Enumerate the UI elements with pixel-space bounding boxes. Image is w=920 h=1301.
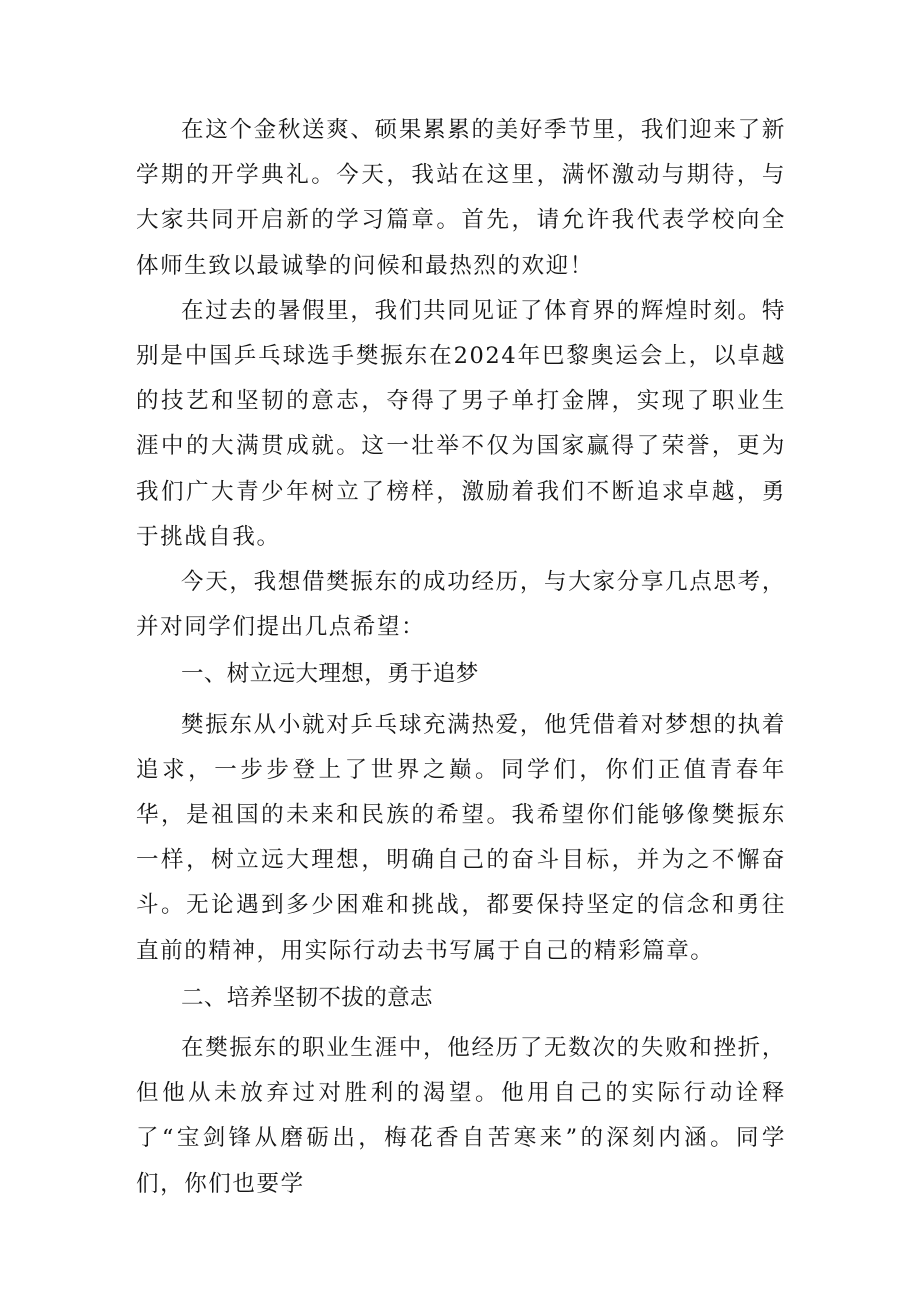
paragraph-opening: 在这个金秋送爽、硕果累累的美好季节里，我们迎来了新学期的开学典礼。今天，我站在这里，满怀激动与期待，与大家共同开启新的学习篇章。首先，请允许我代表学校向全体师生致以最诚挚的问候和最热烈的欢迎！	[136, 117, 786, 279]
section-heading-1: 一、树立远大理想，勇于追梦	[181, 661, 479, 688]
paragraph-share-thoughts: 今天，我想借樊振东的成功经历，与大家分享几点思考，并对同学们提出几点希望：	[136, 569, 786, 641]
section-body-2: 在樊振东的职业生涯中，他经历了无数次的失败和挫折，但他从未放弃过对胜利的渴望。他用自己的实际行动诠释了“宝剑锋从磨砺出，梅花香自苦寒来”的深刻内涵。同学们，你们也要学	[136, 1035, 786, 1197]
document-body	[136, 108, 786, 1207]
paragraph-summer-olympics: 在过去的暑假里，我们共同见证了体育界的辉煌时刻。特别是中国乒乓球选手樊振东在2024年巴黎奥运会上，以卓越的技艺和坚韧的意志，夺得了男子单打金牌，实现了职业生涯中的大满贯成就。这一壮举不仅为国家赢得了荣誉，更为我们广大青少年树立了榜样，激励着我们不断追求卓越，勇于挑战自我。	[136, 297, 786, 550]
section-heading-2: 二、培养坚韧不拔的意志	[181, 984, 433, 1011]
section-body-1: 樊振东从小就对乒乓球充满热爱，他凭借着对梦想的执着追求，一步步登上了世界之巅。同学们，你们正值青春年华，是祖国的未来和民族的希望。我希望你们能够像樊振东一样，树立远大理想，明确自己的奋斗目标，并为之不懈奋斗。无论遇到多少困难和挑战，都要保持坚定的信念和勇往直前的精神，用实际行动去书写属于自己的精彩篇章。	[136, 711, 786, 964]
